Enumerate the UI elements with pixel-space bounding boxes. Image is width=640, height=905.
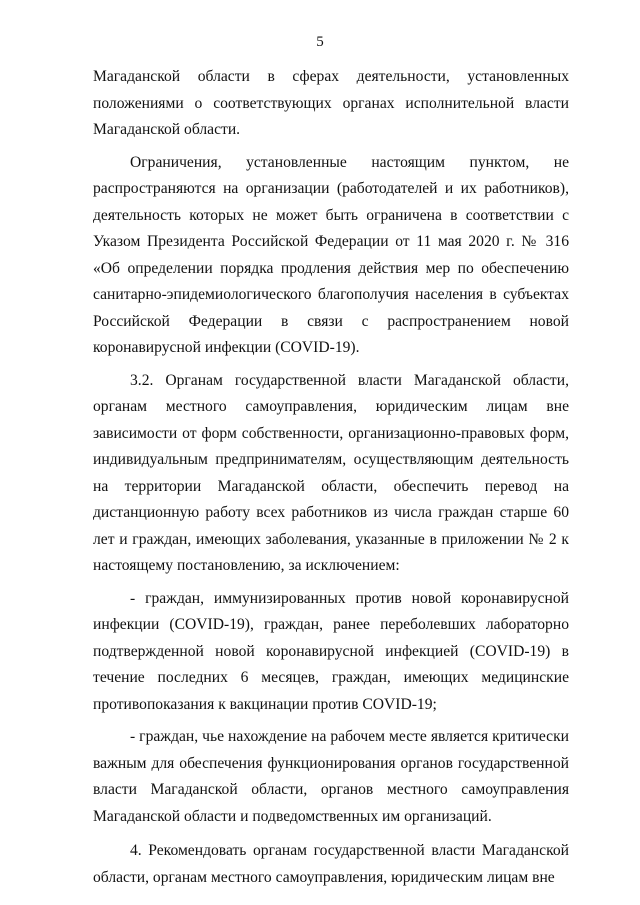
paragraph-item-3-2: 3.2. Органам государственной власти Магаданской области, органам местного самоуправления, юридическим лицам вне зависимости от форм собственности, организационно-правовых форм, индивидуальным предпринимателям, осуществляющим деятельность на территории Магаданской области, обеспечить перевод на дистанционную работу всех работников из числа граждан старше 60 лет и граждан, имеющих заболевания, указанные в приложении № 2 к настоящему постановлению, за исключением: bbox=[93, 371, 569, 574]
paragraph-item-4: 4. Рекомендовать органам государственной власти Магаданской области, органам местного самоуправления, юридическим лицам вне bbox=[93, 842, 569, 886]
page-number: 5 bbox=[316, 34, 324, 50]
paragraph-exception-critical-staff: - граждан, чье нахождение на рабочем месте является критически важным для обеспечения функционирования органов государственной власти Магаданской области, органов местного самоуправления Магаданской области и подведомственных им организаций. bbox=[93, 728, 569, 825]
paragraph-exception-immunized: - граждан, иммунизированных против новой коронавирусной инфекции (COVID-19), граждан, ранее переболевших лабораторно подтвержденной новой коронавирусной инфекцией (COVID-19) в течение последних 6 месяцев, граждан, имеющих медицинские противопоказания к вакцинации против COVID-19; bbox=[93, 589, 569, 713]
document-body bbox=[93, 64, 569, 891]
paragraph-continuation: Магаданской области в сферах деятельности, установленных положениями о соответствующих органах исполнительной власти Магаданской области. bbox=[93, 68, 569, 138]
paragraph-restrictions-exception: Ограничения, установленные настоящим пунктом, не распространяются на организации (работодателей и их работников), деятельность которых не может быть ограничена в соответствии с Указом Президента Российской Федерации от 11 мая 2020 г. № 316 «Об определении порядка продления действия мер по обеспечению санитарно-эпидемиологического благополучия населения в субъектах Российской Федерации в связи с распространением новой коронавирусной инфекции (COVID-19). bbox=[93, 153, 569, 356]
